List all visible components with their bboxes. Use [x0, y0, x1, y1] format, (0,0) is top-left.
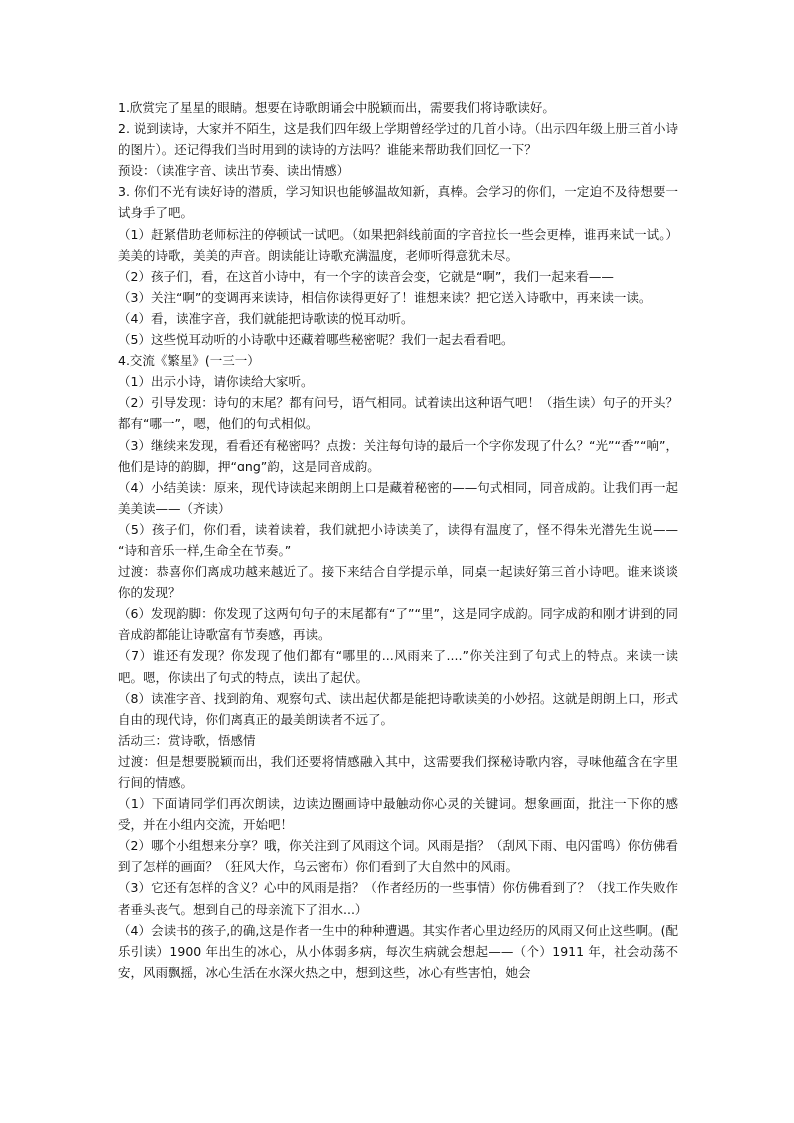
paragraph: （1）下面请同学们再次朗读，边读边圈画诗中最触动你心灵的关键词。想象画面，批注一下你的感受，并在小组内交流，开始吧！: [118, 796, 678, 833]
paragraph: 2. 说到读诗，大家并不陌生，这是我们四年级上学期曾经学过的几首小诗。（出示四年级上册三首小诗的图片）。还记得我们当时用到的读诗的方法吗？谁能来帮助我们回忆一下？: [118, 121, 678, 158]
paragraph: （2）引导发现：诗句的末尾？都有问号，语气相同。试着读出这种语气吧！（指生读）句子的开头？都有“哪一”，嗯，他们的句式相似。: [118, 395, 678, 432]
paragraph: （1）出示小诗，请你读给大家听。: [118, 374, 314, 390]
paragraph: （5）孩子们，你们看，读着读着，我们就把小诗读美了，读得有温度了，怪不得朱光潜先生说—— “诗和音乐一样,生命全在节奏。”: [118, 521, 678, 558]
paragraph: （8）读准字音、找到韵角、观察句式、读出起伏都是能把诗歌读美的小妙招。这就是朗朗上口，形式自由的现代诗，你们离真正的最美朗读者不远了。: [118, 690, 678, 727]
paragraph: 活动三：赏诗歌，悟感情: [118, 732, 256, 748]
paragraph: （1）赶紧借助老师标注的停顿试一试吧。（如果把斜线前面的字音拉长一些会更棒，谁再来试一试。）美美的诗歌，美美的声音。朗读能让诗歌充满温度，老师听得意犹未尽。: [118, 226, 678, 263]
paragraph: （6）发现韵脚：你发现了这两句句子的末尾都有“了”“里”，这是同字成韵。同字成韵和刚才讲到的同音成韵都能让诗歌富有节奏感，再读。: [118, 606, 678, 643]
paragraph: （3）继续来发现，看看还有秘密吗？点拨：关注每句诗的最后一个字你发现了什么？“光”“香”“响”，他们是诗的韵脚，押“ɑng”韵，这是同音成韵。: [118, 437, 678, 474]
document-body: [118, 97, 678, 983]
paragraph: （5）这些悦耳动听的小诗歌中还藏着哪些秘密呢？我们一起去看看吧。: [118, 332, 514, 348]
paragraph: （4）小结美读：原来，现代诗读起来朗朗上口是藏着秘密的——句式相同，同音成韵。让我们再一起美美读——（齐读）: [118, 479, 678, 516]
paragraph: 过渡：恭喜你们离成功越来越近了。接下来结合自学提示单，同桌一起读好第三首小诗吧。谁来谈谈你的发现？: [118, 564, 678, 601]
paragraph: 4.交流《繁星》(一三一）: [118, 353, 260, 369]
paragraph: 预设：（读准字音、读出节奏、读出情感）: [118, 163, 350, 179]
paragraph: （4）看，读准字音，我们就能把诗歌读的悦耳动听。: [118, 310, 414, 326]
paragraph: （3）关注“啊”的变调再来读诗，相信你读得更好了！谁想来读？把它送入诗歌中，再来读一读。: [118, 289, 652, 305]
paragraph: 过渡：但是想要脱颖而出，我们还要将情感融入其中，这需要我们探秘诗歌内容，寻味他蕴含在字里行间的情感。: [118, 753, 678, 790]
paragraph: （4）会读书的孩子,的确,这是作者一生中的种种遭遇。其实作者心里边经历的风雨又何止这些啊。(配乐引读）1900 年出生的冰心，从小体弱多病，每次生病就会想起——（个）1911 年，社会动荡不安，风雨飘摇，冰心生活在水深火热之中，想到这些，冰心有些害怕，她会: [118, 922, 678, 980]
paragraph: 3. 你们不光有读好诗的潜质，学习知识也能够温故知新，真棒。会学习的你们，一定迫不及待想要一试身手了吧。: [118, 184, 678, 221]
paragraph: 1.欣赏完了星星的眼睛。想要在诗歌朗诵会中脱颖而出，需要我们将诗歌读好。: [118, 100, 555, 115]
paragraph: （7）谁还有发现？你发现了他们都有“哪里的...风雨来了....”你关注到了句式上的特点。来读一读吧。嗯，你读出了句式的特点，读出了起伏。: [118, 648, 678, 685]
paragraph: （2）哪个小组想来分享？哦，你关注到了风雨这个词。风雨是指？（刮风下雨、电闪雷鸣）你仿佛看到了怎样的画面？（狂风大作，乌云密布）你们看到了大自然中的风雨。: [118, 838, 678, 875]
paragraph: （2）孩子们，看，在这首小诗中，有一个字的读音会变，它就是“啊”，我们一起来看——: [118, 268, 614, 284]
paragraph: （3）它还有怎样的含义？心中的风雨是指？（作者经历的一些事情）你仿佛看到了？（找工作失败作者垂头丧气。想到自己的母亲流下了泪水...）: [118, 880, 678, 917]
